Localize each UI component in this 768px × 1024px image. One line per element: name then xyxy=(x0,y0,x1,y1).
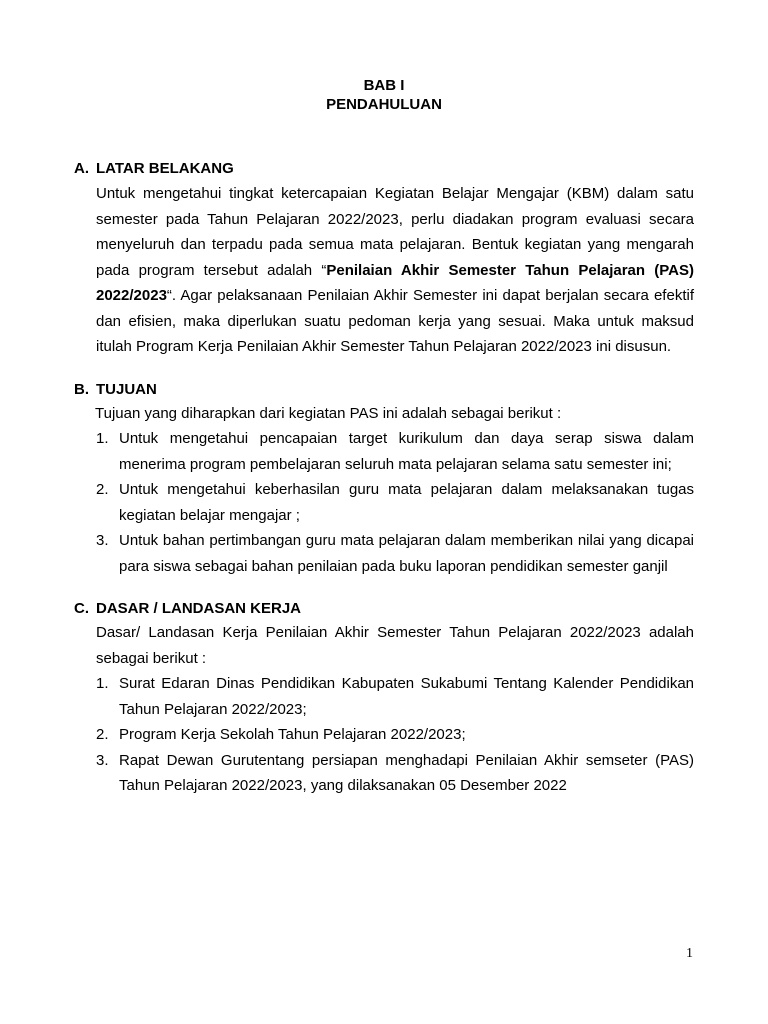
background-paragraph xyxy=(96,181,694,360)
section-letter: A. xyxy=(74,160,89,177)
list-text: Program Kerja Sekolah Tahun Pelajaran 2022/2023; xyxy=(119,726,466,743)
objectives-list xyxy=(96,426,694,579)
list-item xyxy=(96,528,694,579)
section-body xyxy=(96,620,694,799)
section-body xyxy=(96,181,694,360)
list-number: 3. xyxy=(96,532,109,549)
list-item xyxy=(96,722,694,748)
section-letter: B. xyxy=(74,380,89,398)
list-item xyxy=(96,671,694,722)
list-text: Rapat Dewan Gurutentang persiapan menghadapi Penilaian Akhir semseter (PAS) Tahun Pelajaran 2022/2023, yang dilaksanakan 05 Desember 2022 xyxy=(119,751,694,794)
chapter-heading xyxy=(74,76,694,114)
section-heading xyxy=(74,159,694,178)
list-item xyxy=(96,477,694,528)
paragraph-text-start: Untuk mengetahui tingkat ketercapaian Kegiatan Belajar Mengajar (KBM) dalam satu semester pada Tahun Pelajaran 2022/2023, perlu diadakan program evaluasi secara menyeluruh dan terpadu pada semua mata pelajaran. Bentuk kegiatan yang mengarah pada program tersebut adalah “ xyxy=(96,185,694,279)
section-intro: Tujuan yang diharapkan dari kegiatan PAS ini adalah sebagai berikut : xyxy=(95,404,562,422)
section-intro: Dasar/ Landasan Kerja Penilaian Akhir Semester Tahun Pelajaran 2022/2023 adalah sebagai berikut : xyxy=(96,624,694,667)
list-text: Surat Edaran Dinas Pendidikan Kabupaten Sukabumi Tentang Kalender Pendidikan Tahun Pelajaran 2022/2023; xyxy=(119,675,694,718)
section-latar-belakang xyxy=(74,159,694,360)
list-text: Untuk mengetahui keberhasilan guru mata pelajaran dalam melaksanakan tugas kegiatan belajar mengajar ; xyxy=(119,481,694,524)
section-heading xyxy=(74,599,694,618)
chapter-title: PENDAHULUAN xyxy=(326,96,442,113)
basis-list xyxy=(96,671,694,799)
list-item xyxy=(96,748,694,799)
paragraph-text-end: “. Agar pelaksanaan Penilaian Akhir Semester ini dapat berjalan secara efektif dan efisien, maka diperlukan suatu pedoman kerja yang sesuai. Maka untuk maksud itulah Program Kerja Penilaian Akhir Semester Tahun Pelajaran 2022/2023 ini disusun. xyxy=(96,287,694,355)
section-body xyxy=(96,401,694,580)
list-item xyxy=(96,426,694,477)
list-number: 3. xyxy=(96,751,109,769)
list-text: Untuk bahan pertimbangan guru mata pelajaran dalam memberikan nilai yang dicapai para siswa sebagai bahan penilaian pada buku laporan pendidikan semester ganjil xyxy=(119,532,694,575)
section-heading xyxy=(74,380,694,399)
paragraph-bold-title: Penilaian Akhir Semester Tahun Pelajaran (PAS) 2022/2023 xyxy=(96,261,694,304)
list-number: 2. xyxy=(96,726,109,743)
list-text: Untuk mengetahui pencapaian target kurikulum dan daya serap siswa dalam menerima program pembelajaran seluruh mata pelajaran selama satu semester ini; xyxy=(119,430,694,473)
section-dasar-landasan-kerja xyxy=(74,599,694,799)
section-letter: C. xyxy=(74,600,89,617)
document-content xyxy=(74,76,694,799)
section-title: TUJUAN xyxy=(96,380,157,398)
list-number: 2. xyxy=(96,481,109,498)
section-title: LATAR BELAKANG xyxy=(96,160,234,177)
page-number: 1 xyxy=(686,946,693,961)
section-title: DASAR / LANDASAN KERJA xyxy=(96,600,302,617)
list-number: 1. xyxy=(96,675,109,692)
chapter-number: BAB I xyxy=(363,77,405,94)
section-tujuan xyxy=(74,380,694,580)
list-number: 1. xyxy=(96,430,109,447)
